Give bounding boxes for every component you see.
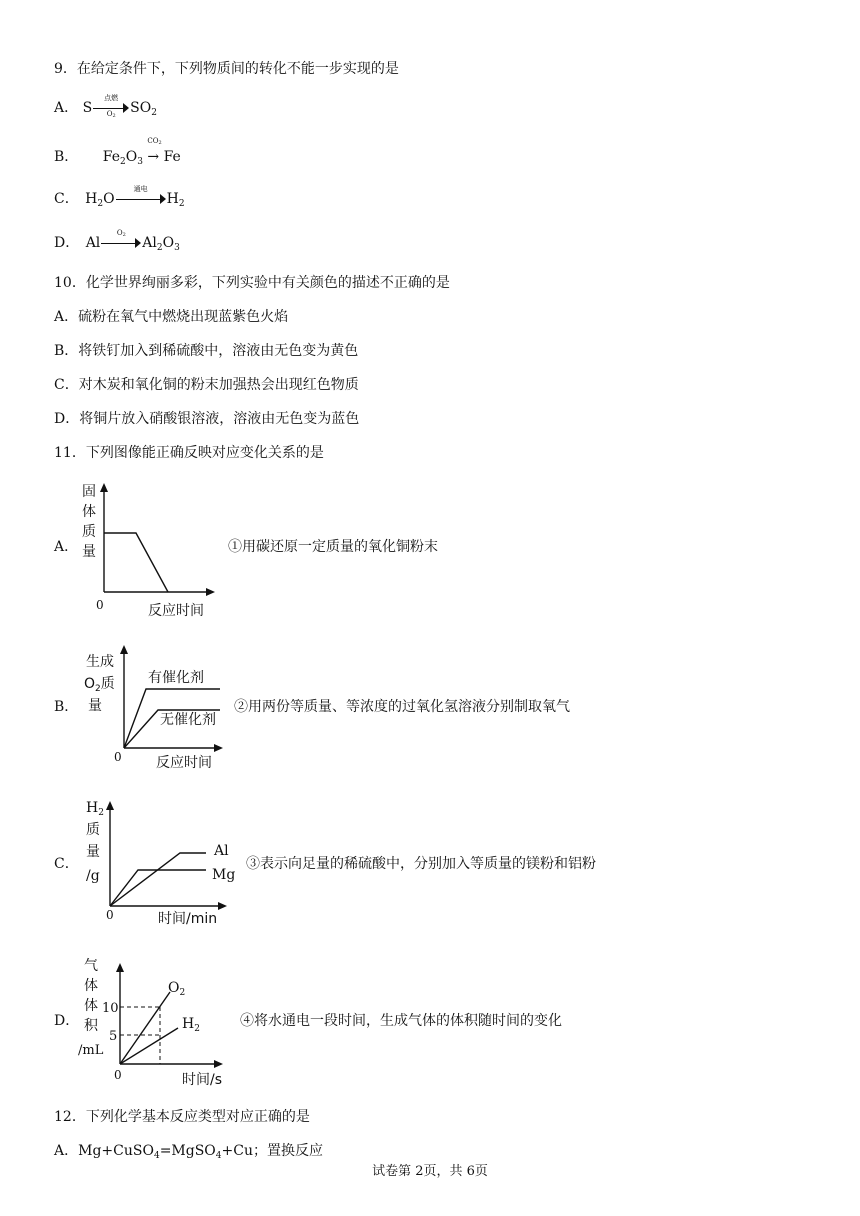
- reaction-arrow: $O_2$: [101, 236, 141, 250]
- q11-option-a-label[interactable]: A．: [54, 539, 79, 555]
- line-label: 无催化剂: [160, 712, 216, 728]
- q9-option-c[interactable]: [54, 185, 185, 209]
- y-axis-label: 量: [82, 544, 96, 560]
- y-axis-label: 量: [88, 698, 102, 714]
- q11-option-d-desc: ④将水通电一段时间，生成气体的体积随时间的变化: [240, 1013, 562, 1029]
- formula-reactant: $Fe_2O_3$: [102, 149, 143, 167]
- y-axis-label: 气: [84, 958, 98, 974]
- formula-product: Fe: [163, 149, 181, 165]
- x-axis-arrow: [214, 1060, 223, 1068]
- page-footer: 试卷第 2页，共 6页: [372, 1164, 488, 1179]
- origin-label: 0: [114, 1068, 122, 1082]
- y-axis-label: 体: [84, 998, 98, 1014]
- y-axis-label: 积: [84, 1018, 98, 1034]
- y-axis-label: 质: [82, 524, 96, 540]
- q11-option-a-desc: ①用碳还原一定质量的氧化铜粉末: [228, 539, 438, 555]
- option-label: D．: [54, 235, 80, 251]
- y-axis-label: 生成: [86, 654, 114, 670]
- q9-option-a[interactable]: [54, 94, 157, 119]
- line-label: Al: [214, 843, 229, 859]
- q11-option-c-label[interactable]: C．: [54, 856, 79, 872]
- q9-option-b[interactable]: [54, 137, 181, 167]
- q11-graph-d: [76, 954, 236, 1090]
- equation: Mg+CuSO$_4$=MgSO$_4$+Cu；置换反应: [78, 1143, 323, 1161]
- q11-option-d-label[interactable]: D．: [54, 1013, 80, 1029]
- y-axis-label: /g: [86, 868, 100, 884]
- x-axis-arrow: [206, 588, 215, 596]
- q11-option-b-desc: ②用两份等质量、等浓度的过氧化氢溶液分别制取氧气: [234, 699, 570, 715]
- q11-graph-a: [76, 478, 226, 623]
- formula-product: $SO_2$: [130, 100, 157, 118]
- option-label: C．: [54, 191, 79, 207]
- y-axis-label: $H_2$: [86, 800, 104, 818]
- origin-label: 0: [114, 750, 122, 764]
- line-label: Mg: [212, 867, 236, 883]
- q9-stem: 9．在给定条件下，下列物质间的转化不能一步实现的是: [54, 61, 399, 77]
- y-axis-arrow: [120, 645, 128, 654]
- q10-option-d[interactable]: D．将铜片放入硝酸银溶液，溶液由无色变为蓝色: [54, 411, 360, 427]
- y-axis-label: 体: [84, 978, 98, 994]
- q10-option-c[interactable]: C．对木炭和氧化铜的粉末加强热会出现红色物质: [54, 377, 359, 393]
- data-line-al: [110, 853, 206, 906]
- formula-reactant: Al: [85, 235, 101, 251]
- line-label: $O_2$: [168, 980, 186, 998]
- x-axis-label: 反应时间: [148, 603, 204, 619]
- y-axis-label: 质: [86, 822, 100, 838]
- reaction-arrow: $CO_2$ →: [147, 137, 162, 165]
- line-label: 有催化剂: [148, 670, 204, 686]
- data-line-h2: [120, 1028, 178, 1064]
- q11-graph-c: [82, 794, 242, 928]
- option-label: B．: [54, 149, 79, 165]
- x-axis-label: 时间/min: [158, 911, 218, 927]
- formula-reactant: S: [82, 100, 93, 116]
- formula-reactant: $H_2O$: [85, 191, 115, 209]
- y-axis-label: 体: [82, 504, 96, 520]
- y-axis-label: 量: [86, 844, 100, 860]
- option-label: A．: [54, 1143, 79, 1159]
- data-line-o2: [120, 992, 170, 1064]
- formula-product: $H_2$: [166, 191, 185, 209]
- x-axis-arrow: [214, 744, 223, 752]
- q10-option-a[interactable]: A．硫粉在氧气中燃烧出现蓝紫色火焰: [54, 309, 289, 325]
- data-line-mg: [110, 870, 206, 906]
- x-axis-arrow: [218, 902, 227, 910]
- x-axis-label: 时间/s: [182, 1072, 223, 1088]
- y-axis-unit: /mL: [78, 1043, 104, 1058]
- origin-label: 0: [106, 908, 114, 922]
- q11-option-b-label[interactable]: B．: [54, 699, 79, 715]
- q10-stem: 10．化学世界绚丽多彩，下列实验中有关颜色的描述不正确的是: [54, 275, 450, 291]
- q11-stem: 11．下列图像能正确反映对应变化关系的是: [54, 445, 324, 461]
- q11-option-c-desc: ③表示向足量的稀硫酸中，分别加入等质量的镁粉和铝粉: [246, 856, 596, 872]
- y-axis-label: $O_2$质: [84, 676, 115, 694]
- q12-stem: 12．下列化学基本反应类型对应正确的是: [54, 1109, 310, 1125]
- y-axis-arrow: [100, 483, 108, 492]
- q12-option-a[interactable]: [54, 1143, 323, 1161]
- option-label: A．: [54, 100, 79, 116]
- tick-label: 5: [109, 1029, 118, 1044]
- y-axis-label: 固: [82, 484, 96, 500]
- q11-graph-b: [80, 640, 230, 772]
- x-axis-label: 反应时间: [156, 755, 212, 771]
- reaction-arrow: 点燃 $O_2$: [93, 101, 129, 115]
- formula-product: $Al_2O_3$: [142, 235, 180, 253]
- q10-option-b[interactable]: B．将铁钉加入到稀硫酸中，溶液由无色变为黄色: [54, 343, 359, 359]
- line-label: $H_2$: [182, 1016, 200, 1034]
- tick-label: 10: [102, 1001, 119, 1016]
- q9-option-d[interactable]: [54, 229, 180, 253]
- reaction-arrow: 通电: [116, 192, 166, 206]
- origin-label: 0: [96, 598, 104, 612]
- y-axis-arrow: [116, 963, 124, 972]
- data-line: [104, 533, 168, 592]
- y-axis-arrow: [106, 801, 114, 810]
